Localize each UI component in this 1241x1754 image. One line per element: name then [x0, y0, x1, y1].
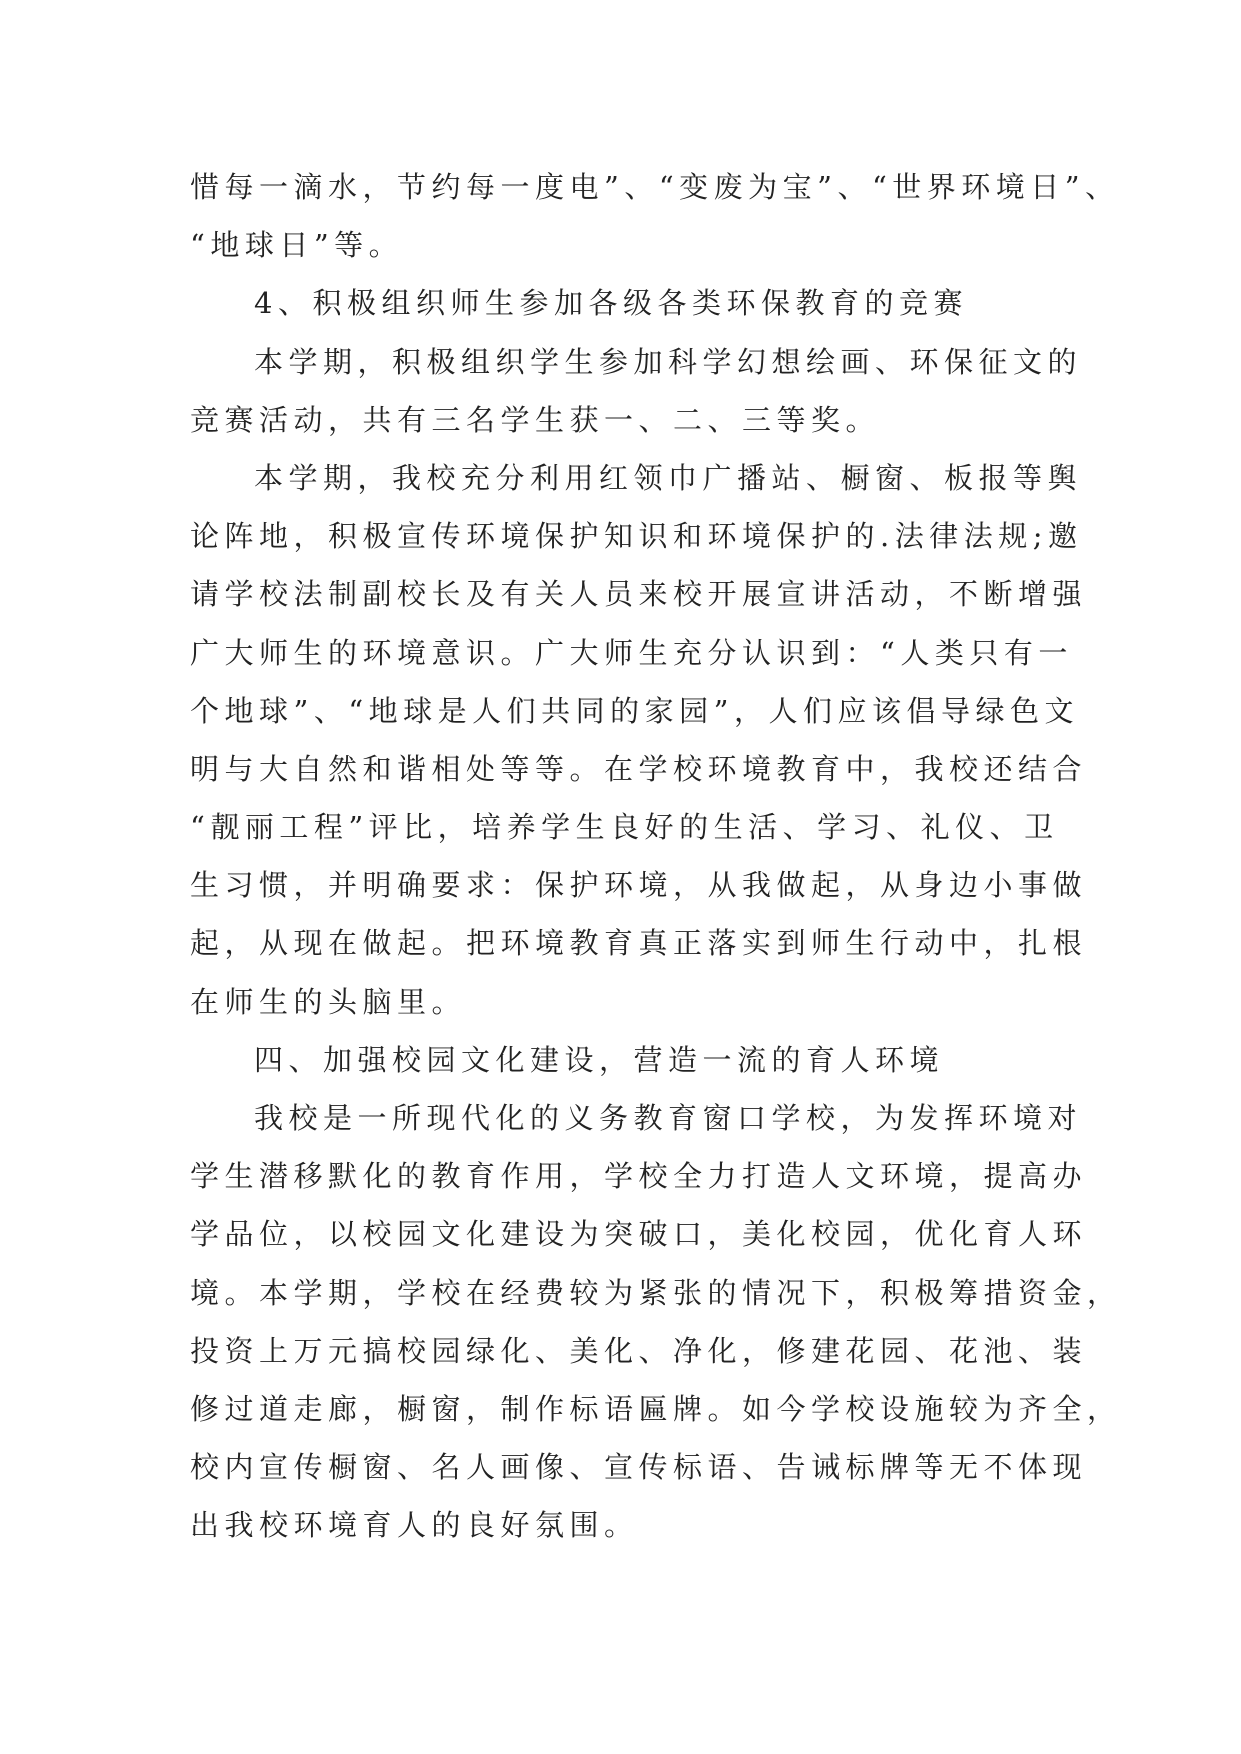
text-line: 明与大自然和谐相处等等。在学校环境教育中，我校还结合	[190, 751, 1088, 786]
text-line: 投资上万元搞校园绿化、美化、净化，修建花园、花池、装	[190, 1333, 1088, 1368]
text-line: 惜每一滴水，节约每一度电”、“变废为宝”、“世界环境日”、	[190, 170, 1120, 204]
text-line: 校内宣传橱窗、名人画像、宣传标语、告诫标牌等无不体现	[190, 1450, 1088, 1485]
text-line: 本学期，积极组织学生参加科学幻想绘画、环保征文的	[254, 344, 1083, 379]
text-line: 生习惯，并明确要求：保护环境，从我做起，从身边小事做	[190, 868, 1088, 903]
text-line: 修过道走廊，橱窗，制作标语匾牌。如今学校设施较为齐全，	[190, 1391, 1122, 1426]
text-line: 个地球”、“地球是人们共同的家园”，人们应该倡导绿色文	[190, 693, 1079, 728]
text-line: 境。本学期，学校在经费较为紧张的情况下，积极筹措资金，	[190, 1275, 1122, 1310]
text-line: 广大师生的环境意识。广大师生充分认识到：“人类只有一	[190, 635, 1073, 670]
text-line: 请学校法制副校长及有关人员来校开展宣讲活动，不断增强	[190, 577, 1088, 612]
text-line: 我校是一所现代化的义务教育窗口学校，为发挥环境对	[254, 1101, 1083, 1135]
section-subheading: 4、积极组织师生参加各级各类环保教育的竞赛	[254, 286, 968, 321]
section-heading: 四、加强校园文化建设，营造一流的育人环境	[254, 1042, 945, 1077]
text-line: 本学期，我校充分利用红领巾广播站、橱窗、板报等舆	[254, 460, 1083, 495]
text-line: 出我校环境育人的良好氛围。	[190, 1508, 639, 1543]
text-line: 学生潜移默化的教育作用，学校全力打造人文环境，提高办	[190, 1159, 1088, 1194]
body-text	[190, 158, 1122, 1555]
text-line: 竞赛活动，共有三名学生获一、二、三等奖。	[190, 402, 881, 437]
text-line: 论阵地，积极宣传环境保护知识和环境保护的.法律法规;邀	[190, 519, 1083, 554]
text-line: “地球日”等。	[190, 228, 404, 263]
text-line: 在师生的头脑里。	[190, 984, 467, 1019]
text-line: “靓丽工程”评比，培养学生良好的生活、学习、礼仪、卫	[190, 810, 1059, 845]
text-line: 学品位，以校园文化建设为突破口，美化校园，优化育人环	[190, 1217, 1088, 1252]
text-line: 起，从现在做起。把环境教育真正落实到师生行动中，扎根	[190, 926, 1088, 961]
